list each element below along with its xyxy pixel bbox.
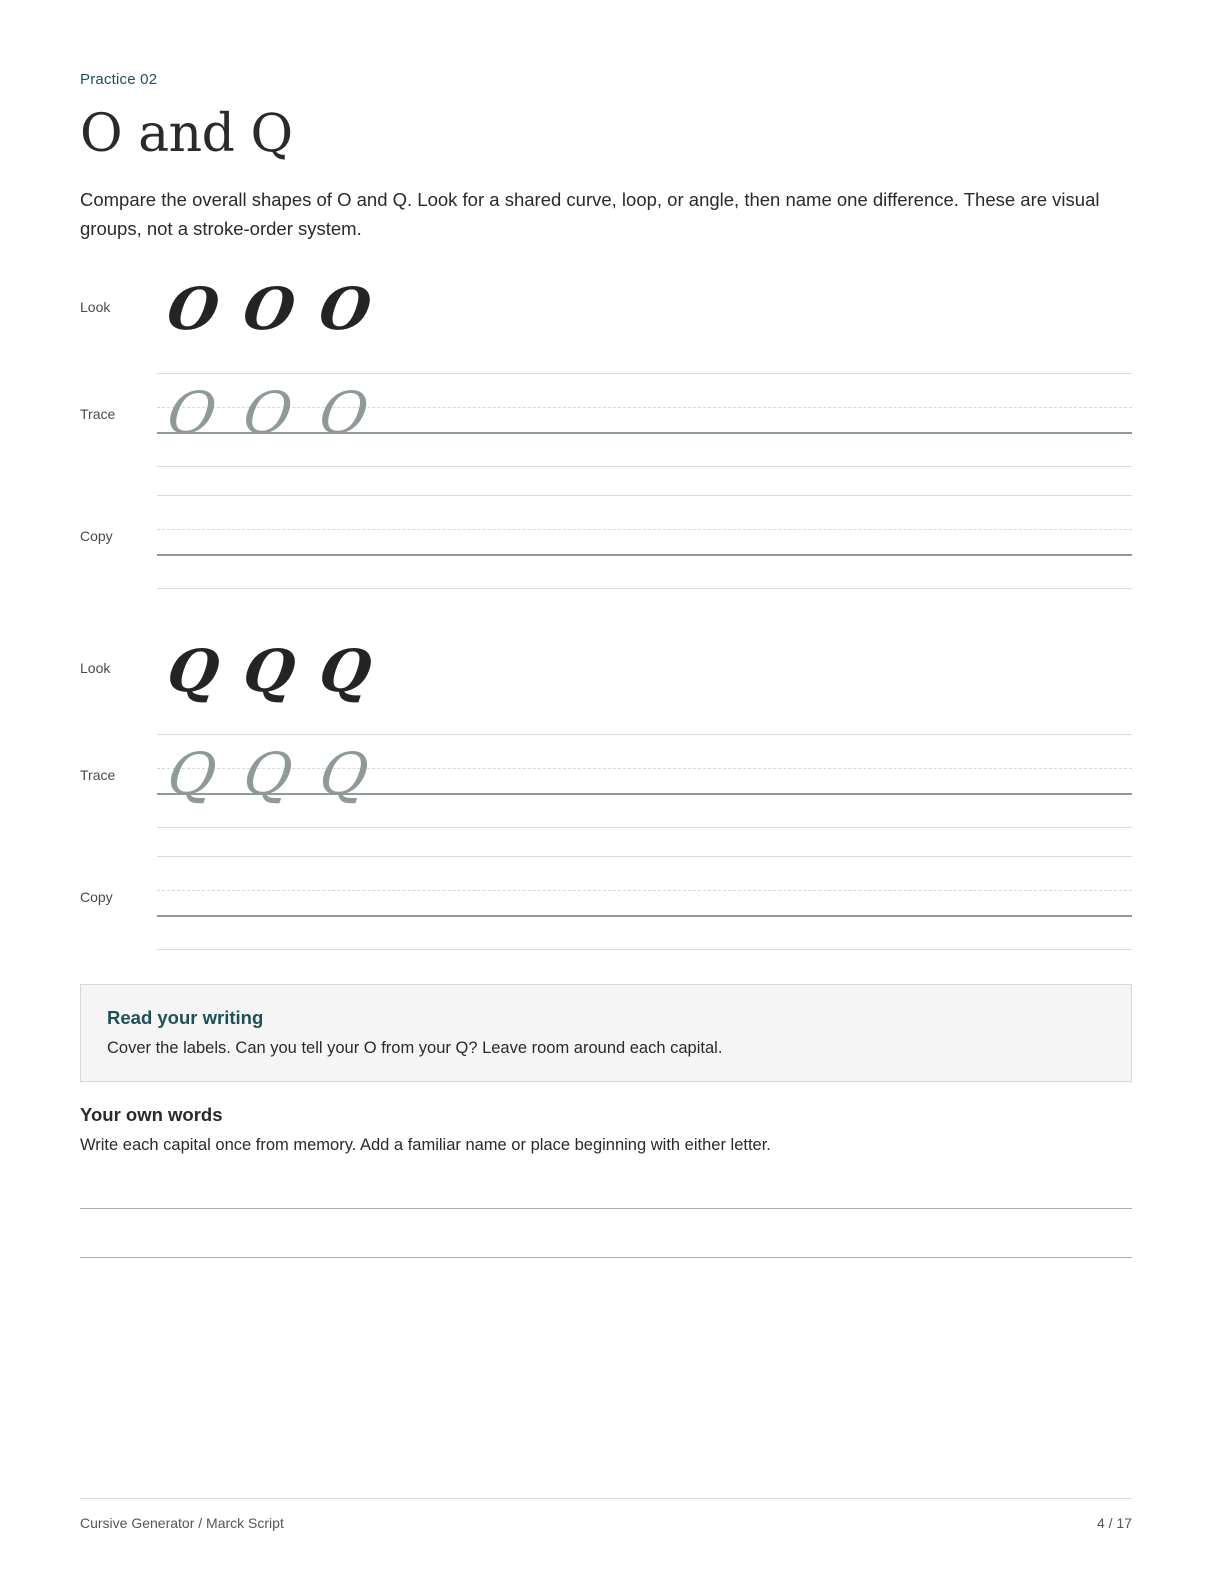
copy-line-mid [157, 529, 1132, 530]
look-label: Look [80, 299, 111, 315]
model-glyph: O [239, 275, 300, 343]
copy-line-mid [157, 890, 1132, 891]
trace-glyphs [163, 740, 373, 808]
page-number: 4 / 17 [1096, 1515, 1132, 1531]
copy-line-bottom [157, 588, 1132, 589]
note-body: Cover the labels. Can you tell your O from your Q? Leave room around each capital. [107, 1039, 723, 1057]
own-words-line[interactable] [80, 1257, 1132, 1258]
copy-line-top [157, 856, 1132, 857]
model-glyph: Q [163, 637, 224, 705]
trace-label: Trace [80, 767, 116, 783]
trace-glyph: O [163, 379, 221, 447]
copy-line-base[interactable] [157, 554, 1132, 556]
copy-line-base[interactable] [157, 915, 1132, 917]
trace-line-top [157, 734, 1132, 735]
trace-glyph: Q [315, 740, 373, 808]
copy-label: Copy [80, 889, 113, 905]
footer-source: Cursive Generator / Marck Script [80, 1515, 284, 1531]
read-writing-note [80, 984, 1132, 1082]
footer-rule [80, 1498, 1132, 1499]
trace-glyph: Q [163, 740, 221, 808]
copy-line-top [157, 495, 1132, 496]
own-words-body: Write each capital once from memory. Add a familiar name or place beginning with either letter. [80, 1136, 771, 1154]
trace-line-top [157, 373, 1132, 374]
trace-label: Trace [80, 406, 116, 422]
copy-line-bottom [157, 949, 1132, 950]
trace-glyph: Q [239, 740, 297, 808]
trace-glyph: O [315, 379, 373, 447]
intro-text: Compare the overall shapes of O and Q. Look for a shared curve, loop, or angle, then name one difference. These are visual groups, not a stroke-order system. [80, 189, 1100, 239]
trace-line-bottom [157, 466, 1132, 467]
copy-label: Copy [80, 528, 113, 544]
page-eyebrow: Practice 02 [80, 71, 158, 88]
page-title: O and Q [80, 104, 293, 164]
note-title: Read your writing [107, 1007, 264, 1028]
trace-line-bottom [157, 827, 1132, 828]
model-glyph: Q [239, 637, 300, 705]
model-glyph: Q [315, 637, 376, 705]
model-glyph: O [163, 275, 224, 343]
look-glyphs [163, 637, 376, 705]
own-words-line[interactable] [80, 1208, 1132, 1209]
model-glyph: O [315, 275, 376, 343]
trace-glyphs [163, 379, 373, 447]
trace-glyph: O [239, 379, 297, 447]
look-label: Look [80, 660, 111, 676]
own-words-title: Your own words [80, 1104, 223, 1125]
look-glyphs [163, 275, 376, 343]
